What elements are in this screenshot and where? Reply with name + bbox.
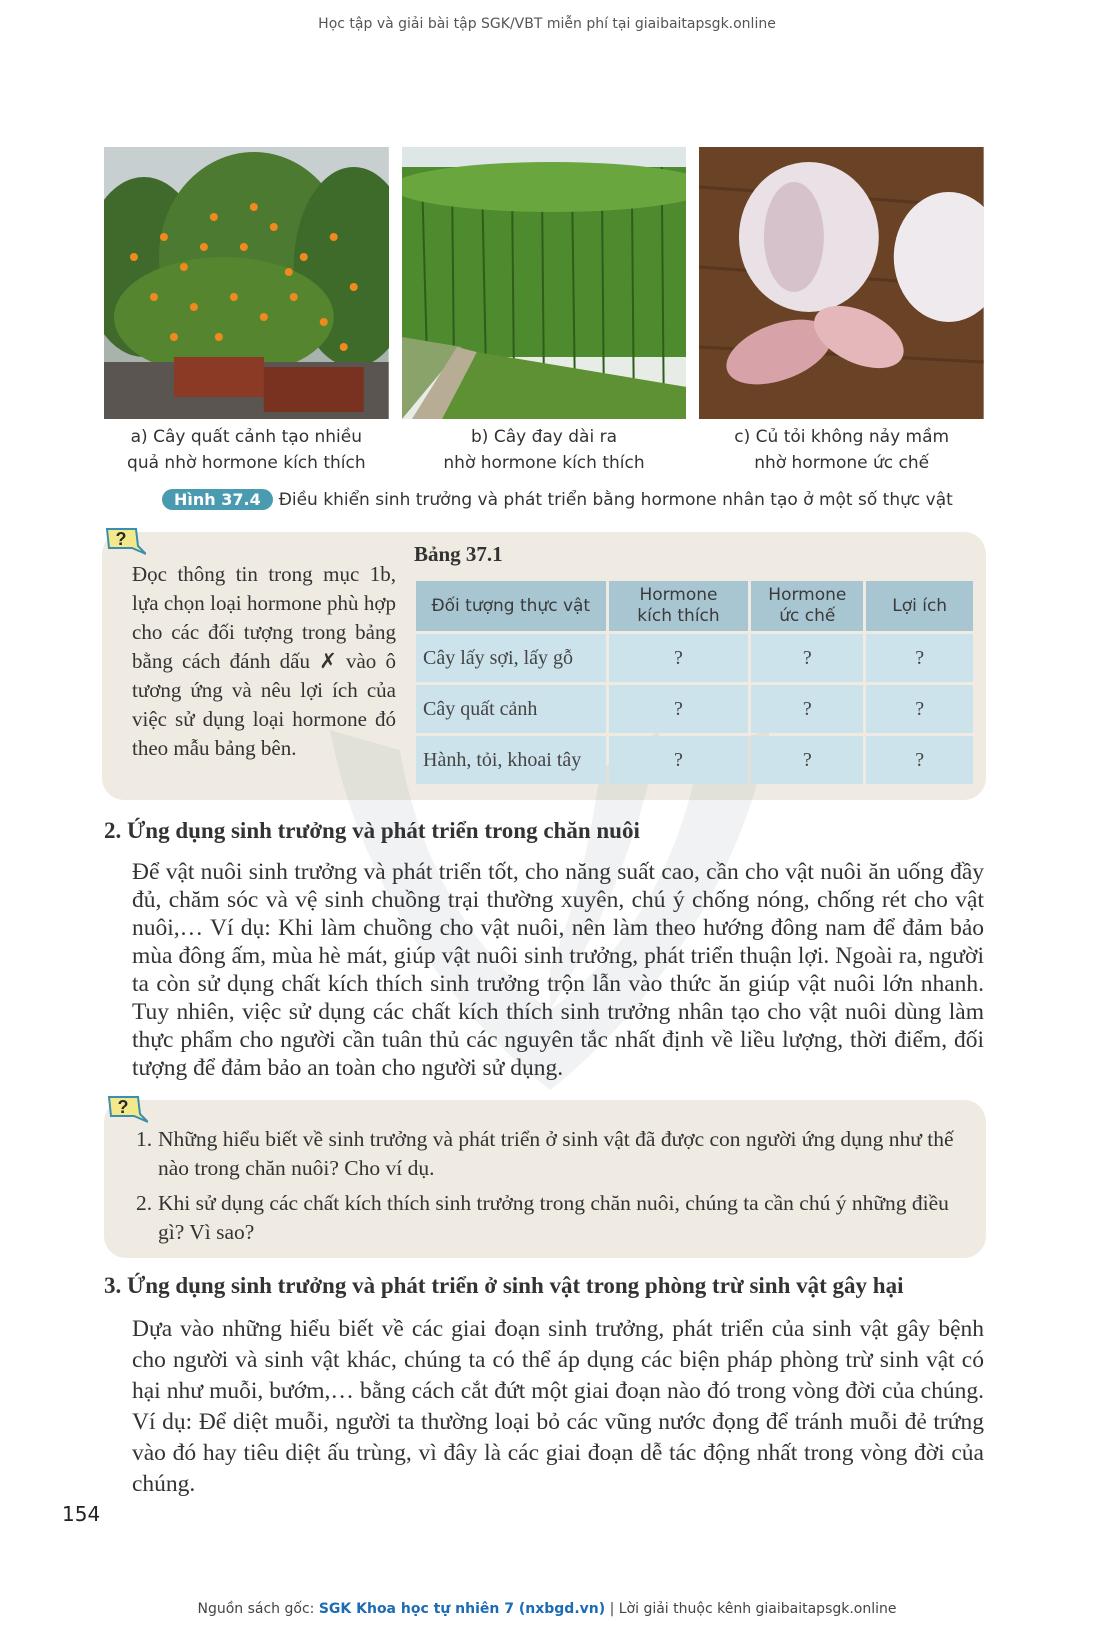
table-row bbox=[416, 685, 973, 733]
question-icon bbox=[106, 1094, 148, 1124]
table-title: Bảng 37.1 bbox=[414, 542, 503, 566]
footer-source-link[interactable]: SGK Khoa học tự nhiên 7 (nxbgd.vn) bbox=[318, 1601, 606, 1617]
header-hormone-kich-thich: Hormone kích thích bbox=[609, 581, 749, 631]
page-header: Học tập và giải bài tập SGK/VBT miễn phí tại giaibaitapsgk.online bbox=[318, 16, 776, 32]
table-cell: ? bbox=[866, 634, 973, 682]
header-doi-tuong: Đối tượng thực vật bbox=[416, 581, 606, 631]
question-icon bbox=[104, 526, 146, 556]
table-row bbox=[416, 634, 973, 682]
footer-suffix: | Lời giải thuộc kênh giaibaitapsgk.online bbox=[609, 1601, 897, 1617]
row-label: Cây lấy sợi, lấy gỗ bbox=[416, 634, 606, 682]
photo-garlic bbox=[699, 147, 984, 419]
table-cell: ? bbox=[609, 685, 749, 733]
table-cell: ? bbox=[609, 634, 749, 682]
list-item bbox=[136, 1189, 966, 1247]
question-2-list bbox=[136, 1125, 966, 1253]
photo-kumquat-tree bbox=[104, 147, 389, 419]
row-label: Cây quất cảnh bbox=[416, 685, 606, 733]
section-2-heading: 2. Ứng dụng sinh trưởng và phát triển trong chăn nuôi bbox=[104, 818, 640, 843]
table-cell: ? bbox=[751, 634, 863, 682]
table-cell: ? bbox=[751, 736, 863, 784]
caption-b: b) Cây đay dài ra nhờ hormone kích thích bbox=[443, 427, 645, 473]
figure-37-4 bbox=[104, 147, 984, 419]
list-item-text: Những hiểu biết về sinh trưởng và phát triển ở sinh vật đã được con người ứng dụng như thế nào trong chăn nuôi? Cho ví dụ. bbox=[158, 1127, 954, 1180]
list-item-number: 1. bbox=[136, 1127, 153, 1151]
list-item-text: Khi sử dụng các chất kích thích sinh trưởng trong chăn nuôi, chúng ta cần chú ý những điều gì? Vì sao? bbox=[158, 1191, 949, 1244]
caption-c: c) Củ tỏi không nảy mầm nhờ hormone ức chế bbox=[734, 427, 950, 473]
section-2-paragraph: Để vật nuôi sinh trưởng và phát triển tốt, cho năng suất cao, cần cho vật nuôi ăn uống đầy đủ, chăm sóc và vệ sinh chuồng trại thường xuyên, chú ý chống nóng, chống rét cho vật nuôi,… Ví dụ: Khi làm chuồng cho vật nuôi, nên làm theo hướng đông nam để đảm bảo mùa đông ấm, mùa hè mát, giúp vật nuôi sinh trưởng, phát triển thuận lợi. Ngoài ra, người ta còn sử dụng chất kích thích sinh trưởng trộn lẫn vào thức ăn giúp vật nuôi lớn nhanh. Tuy nhiên, việc sử dụng các chất kích thích sinh trưởng nhân tạo cho vật nuôi dùng làm thực phẩm cho người cần tuân thủ các nguyên tắc nhất định về liều lượng, thời điểm, đối tượng để đảm bảo an toàn cho người sử dụng. bbox=[132, 859, 984, 1081]
question-icon-glyph: ? bbox=[117, 1097, 129, 1117]
page-number: 154 bbox=[62, 1502, 101, 1526]
table-cell: ? bbox=[866, 685, 973, 733]
header-loi-ich: Lợi ích bbox=[866, 581, 973, 631]
page-footer bbox=[0, 1601, 1094, 1617]
list-item-number: 2. bbox=[136, 1191, 153, 1215]
question-icon-glyph: ? bbox=[115, 529, 127, 549]
table-cell: ? bbox=[609, 736, 749, 784]
table-cell: ? bbox=[866, 736, 973, 784]
table-row bbox=[416, 736, 973, 784]
photo-jute-plants bbox=[402, 147, 687, 419]
header-hormone-uc-che: Hormone ức chế bbox=[751, 581, 863, 631]
section-3-paragraph: Dựa vào những hiểu biết về các giai đoạn sinh trưởng, phát triển của sinh vật gây bệnh cho người và sinh vật khác, chúng ta có thể áp dụng các biện pháp phòng trừ sinh vật có hại như muỗi, bướm,… bằng cách cắt đứt một giai đoạn nào đó trong vòng đời của chúng. Ví dụ: Để diệt muỗi, người ta thường loại bỏ các vũng nước đọng để tránh muỗi đẻ trứng vào đó hay tiêu diệt ấu trùng, vì đây là các giai đoạn dễ tác động nhất trong vòng đời của chúng. bbox=[132, 1316, 984, 1497]
caption-a: a) Cây quất cảnh tạo nhiều quả nhờ hormone kích thích bbox=[127, 427, 366, 473]
question-1-text: Đọc thông tin trong mục 1b, lựa chọn loại hormone phù hợp cho các đối tượng trong bảng bằng cách đánh dấu ✗ vào ô tương ứng và nêu lợi ích của việc sử dụng loại hormone đó theo mẫu bảng bên. bbox=[132, 562, 396, 760]
section-3-heading: 3. Ứng dụng sinh trưởng và phát triển ở sinh vật trong phòng trừ sinh vật gây hại bbox=[104, 1273, 904, 1298]
table-37-1 bbox=[413, 578, 976, 787]
footer-prefix: Nguồn sách gốc: bbox=[197, 1601, 315, 1617]
list-item bbox=[136, 1125, 966, 1183]
figure-captions bbox=[104, 424, 984, 476]
table-header-row bbox=[416, 581, 973, 631]
table-cell: ? bbox=[751, 685, 863, 733]
figure-badge: Hình 37.4 bbox=[162, 489, 273, 510]
figure-title bbox=[162, 489, 953, 510]
figure-title-text: Điều khiển sinh trưởng và phát triển bằng hormone nhân tạo ở một số thực vật bbox=[278, 489, 953, 510]
row-label: Hành, tỏi, khoai tây bbox=[416, 736, 606, 784]
